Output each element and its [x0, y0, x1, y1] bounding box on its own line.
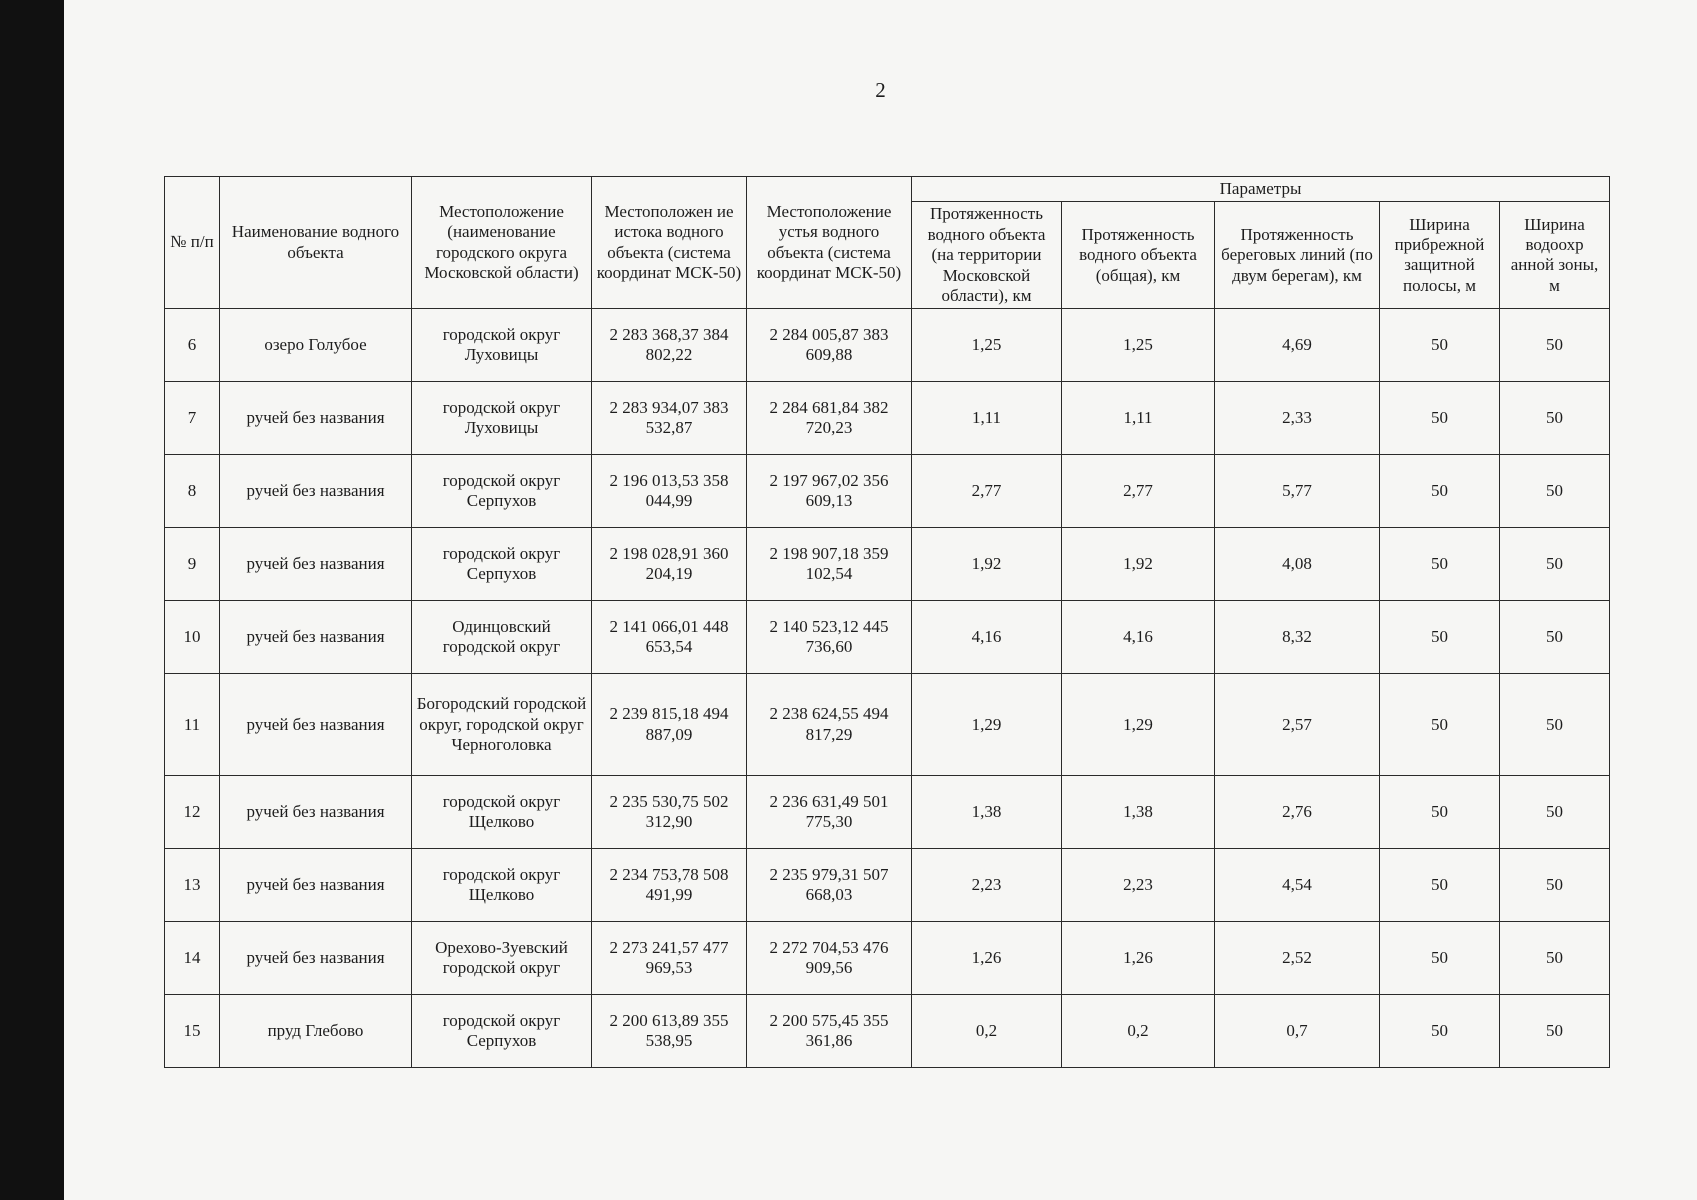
cell-mouth: 2 236 631,49 501 775,30 [747, 776, 912, 849]
cell-len-region: 2,23 [912, 849, 1062, 922]
cell-source: 2 283 368,37 384 802,22 [592, 309, 747, 382]
cell-name: пруд Глебово [220, 995, 412, 1068]
cell-mouth: 2 272 704,53 476 909,56 [747, 922, 912, 995]
cell-coastal: 50 [1380, 674, 1500, 776]
cell-mouth: 2 200 575,45 355 361,86 [747, 995, 912, 1068]
cell-shore: 2,52 [1215, 922, 1380, 995]
table-row [165, 455, 1610, 528]
table-row [165, 776, 1610, 849]
cell-shore: 2,76 [1215, 776, 1380, 849]
cell-location: городской округ Серпухов [412, 528, 592, 601]
table-row [165, 528, 1610, 601]
cell-mouth: 2 140 523,12 445 736,60 [747, 601, 912, 674]
header-source: Местоположен ие истока водного объекта (система координат МСК-50) [592, 177, 747, 309]
cell-len-region: 2,77 [912, 455, 1062, 528]
cell-len-total: 1,38 [1062, 776, 1215, 849]
header-len-total: Протяженность водного объекта (общая), км [1062, 202, 1215, 309]
cell-shore: 5,77 [1215, 455, 1380, 528]
cell-coastal: 50 [1380, 455, 1500, 528]
header-params: Параметры [912, 177, 1610, 202]
cell-location: городской округ Луховицы [412, 309, 592, 382]
header-protect: Ширина водоохр анной зоны, м [1500, 202, 1610, 309]
cell-protect: 50 [1500, 455, 1610, 528]
cell-location: Одинцовский городской округ [412, 601, 592, 674]
cell-len-region: 1,29 [912, 674, 1062, 776]
table-row [165, 995, 1610, 1068]
cell-mouth: 2 198 907,18 359 102,54 [747, 528, 912, 601]
table-row [165, 922, 1610, 995]
cell-len-region: 0,2 [912, 995, 1062, 1068]
cell-len-total: 1,25 [1062, 309, 1215, 382]
cell-mouth: 2 235 979,31 507 668,03 [747, 849, 912, 922]
cell-name: ручей без названия [220, 849, 412, 922]
scan-dark-edge [0, 0, 64, 1200]
table-row [165, 309, 1610, 382]
cell-name: ручей без названия [220, 455, 412, 528]
cell-len-total: 2,23 [1062, 849, 1215, 922]
cell-source: 2 273 241,57 477 969,53 [592, 922, 747, 995]
cell-shore: 2,33 [1215, 382, 1380, 455]
cell-source: 2 200 613,89 355 538,95 [592, 995, 747, 1068]
page-number: 2 [875, 78, 886, 102]
table-row [165, 601, 1610, 674]
cell-shore: 8,32 [1215, 601, 1380, 674]
cell-name: ручей без названия [220, 922, 412, 995]
cell-source: 2 141 066,01 448 653,54 [592, 601, 747, 674]
cell-source: 2 198 028,91 360 204,19 [592, 528, 747, 601]
document-page [64, 0, 1697, 1200]
cell-num: 6 [165, 309, 220, 382]
cell-len-region: 1,26 [912, 922, 1062, 995]
cell-len-region: 4,16 [912, 601, 1062, 674]
header-len-region: Протяженность водного объекта (на территории Московской области), км [912, 202, 1062, 309]
cell-source: 2 283 934,07 383 532,87 [592, 382, 747, 455]
header-name: Наименование водного объекта [220, 177, 412, 309]
cell-source: 2 235 530,75 502 312,90 [592, 776, 747, 849]
cell-location: Богородский городской округ, городской округ Черноголовка [412, 674, 592, 776]
header-coastal: Ширина прибрежной защитной полосы, м [1380, 202, 1500, 309]
cell-num: 11 [165, 674, 220, 776]
cell-len-total: 1,92 [1062, 528, 1215, 601]
cell-protect: 50 [1500, 601, 1610, 674]
cell-shore: 4,54 [1215, 849, 1380, 922]
cell-len-total: 1,11 [1062, 382, 1215, 455]
cell-name: озеро Голубое [220, 309, 412, 382]
header-row-top [165, 177, 1610, 202]
cell-shore: 4,08 [1215, 528, 1380, 601]
cell-num: 13 [165, 849, 220, 922]
cell-num: 9 [165, 528, 220, 601]
header-shore: Протяженность береговых линий (по двум берегам), км [1215, 202, 1380, 309]
cell-shore: 0,7 [1215, 995, 1380, 1068]
cell-source: 2 234 753,78 508 491,99 [592, 849, 747, 922]
cell-num: 15 [165, 995, 220, 1068]
water-objects-table [164, 176, 1610, 1068]
cell-len-total: 1,29 [1062, 674, 1215, 776]
cell-num: 7 [165, 382, 220, 455]
cell-location: городской округ Луховицы [412, 382, 592, 455]
cell-len-region: 1,92 [912, 528, 1062, 601]
table-row [165, 674, 1610, 776]
cell-protect: 50 [1500, 382, 1610, 455]
cell-location: городской округ Щелково [412, 776, 592, 849]
cell-mouth: 2 284 005,87 383 609,88 [747, 309, 912, 382]
cell-name: ручей без названия [220, 674, 412, 776]
cell-coastal: 50 [1380, 776, 1500, 849]
cell-name: ручей без названия [220, 528, 412, 601]
table-row [165, 382, 1610, 455]
cell-shore: 2,57 [1215, 674, 1380, 776]
cell-coastal: 50 [1380, 601, 1500, 674]
cell-mouth: 2 197 967,02 356 609,13 [747, 455, 912, 528]
cell-protect: 50 [1500, 776, 1610, 849]
cell-len-total: 4,16 [1062, 601, 1215, 674]
cell-protect: 50 [1500, 309, 1610, 382]
cell-num: 10 [165, 601, 220, 674]
cell-coastal: 50 [1380, 849, 1500, 922]
cell-protect: 50 [1500, 922, 1610, 995]
cell-len-region: 1,11 [912, 382, 1062, 455]
cell-coastal: 50 [1380, 528, 1500, 601]
cell-coastal: 50 [1380, 922, 1500, 995]
cell-len-total: 1,26 [1062, 922, 1215, 995]
cell-num: 8 [165, 455, 220, 528]
cell-mouth: 2 284 681,84 382 720,23 [747, 382, 912, 455]
cell-shore: 4,69 [1215, 309, 1380, 382]
header-mouth: Местоположение устья водного объекта (система координат МСК-50) [747, 177, 912, 309]
table-row [165, 849, 1610, 922]
cell-num: 12 [165, 776, 220, 849]
cell-location: городской округ Серпухов [412, 455, 592, 528]
cell-protect: 50 [1500, 528, 1610, 601]
cell-name: ручей без названия [220, 382, 412, 455]
cell-protect: 50 [1500, 995, 1610, 1068]
cell-num: 14 [165, 922, 220, 995]
cell-location: Орехово-Зуевский городской округ [412, 922, 592, 995]
cell-source: 2 239 815,18 494 887,09 [592, 674, 747, 776]
cell-coastal: 50 [1380, 382, 1500, 455]
cell-coastal: 50 [1380, 309, 1500, 382]
header-location: Местоположение (наименование городского округа Московской области) [412, 177, 592, 309]
cell-name: ручей без названия [220, 776, 412, 849]
cell-protect: 50 [1500, 849, 1610, 922]
header-num: № п/п [165, 177, 220, 309]
cell-len-total: 0,2 [1062, 995, 1215, 1068]
cell-location: городской округ Серпухов [412, 995, 592, 1068]
cell-len-region: 1,38 [912, 776, 1062, 849]
cell-len-region: 1,25 [912, 309, 1062, 382]
cell-len-total: 2,77 [1062, 455, 1215, 528]
cell-source: 2 196 013,53 358 044,99 [592, 455, 747, 528]
cell-location: городской округ Щелково [412, 849, 592, 922]
cell-protect: 50 [1500, 674, 1610, 776]
cell-name: ручей без названия [220, 601, 412, 674]
cell-mouth: 2 238 624,55 494 817,29 [747, 674, 912, 776]
cell-coastal: 50 [1380, 995, 1500, 1068]
